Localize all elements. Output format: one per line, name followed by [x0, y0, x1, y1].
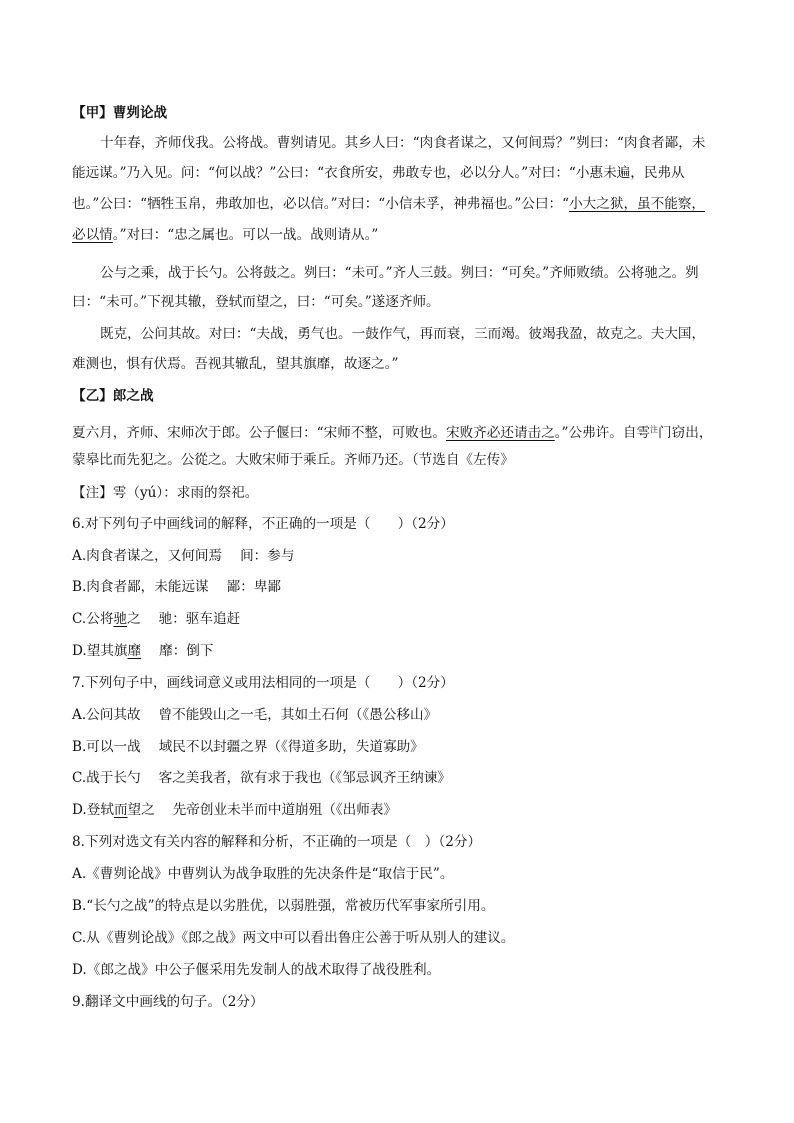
- option-text: A.肉食者谋之，又何间焉: [72, 548, 223, 564]
- passage-jia-heading: 【甲】曹刿论战: [72, 105, 168, 121]
- text-segment: 门窃出，: [658, 425, 713, 441]
- footnote: 【注】雩（yú）：求雨的祭祀。: [72, 485, 259, 501]
- passage-yi-line-1: [72, 420, 712, 443]
- question-7-option-d: [72, 800, 397, 820]
- text-segment: 。”对曰：“忠之属也。可以一战。战则请从。”: [112, 227, 379, 243]
- question-9-stem: 9.翻译文中画线的句子。（2分）: [72, 994, 264, 1010]
- option-explanation: 驰：驱车追赶: [158, 611, 241, 627]
- option-explanation: 间：参与: [240, 548, 295, 564]
- passage-jia-line-1: 十年春，齐师伐我。公将战。曹刿请见。其乡人曰：“肉食者谋之，又何间焉？”刿曰：“肉食者鄙，未: [100, 135, 706, 151]
- passage-jia-line-2: 能远谋。”乃入见。问：“何以战？”公曰：“衣食所安，弗敢专也，必以分人。”对曰：“小惠未遍，民弗从: [72, 165, 685, 181]
- passage-jia-line-4: [72, 225, 378, 245]
- option-text: C.公将: [72, 611, 114, 627]
- footnote-marker: 注: [650, 425, 659, 434]
- passage-jia-line-8: 难测也，惧有伏焉。吾视其辙乱，望其旗靡，故逐之。”: [72, 356, 399, 372]
- question-7-option-c: [72, 768, 451, 788]
- question-6-option-b: [72, 577, 281, 597]
- option-explanation: 先帝创业未半而中道崩殂（《出师表》: [172, 802, 398, 818]
- underlined-word: 靡: [127, 643, 142, 659]
- text-segment: 。”公弗许。自雩: [554, 425, 651, 441]
- passage-jia-line-5: 公与之乘，战于长勺。公将鼓之。刿曰：“未可。”齐人三鼓。刿曰：“可矣。”齐师败绩。公将驰之。刿: [100, 265, 699, 281]
- option-text: 望之: [127, 802, 155, 818]
- underlined-sentence: 小大之狱，虽不能察，: [569, 196, 706, 212]
- option-text: 之: [127, 611, 141, 627]
- question-8-option-a: A.《曹刿论战》中曹刿认为战争取胜的先决条件是“取信于民”。: [72, 866, 454, 882]
- passage-yi-heading: 【乙】郎之战: [72, 388, 154, 404]
- question-6-option-c: [72, 609, 240, 629]
- option-explanation: 靡：倒下: [159, 643, 214, 659]
- question-8-option-c: C.从《曹刿论战》《郎之战》两文中可以看出鲁庄公善于听从别人的建议。: [72, 930, 515, 946]
- passage-jia-line-3: [72, 194, 705, 214]
- text-segment: 也。”公曰：“牺牲玉帛，弗敢加也，必以信。”对曰：“小信未孚，神弗福也。”公曰：“: [72, 196, 570, 212]
- question-6-option-d: [72, 641, 214, 661]
- option-explanation: 鄙：卑鄙: [226, 579, 282, 595]
- underlined-sentence: 宋败齐必还请击之: [445, 425, 555, 441]
- option-text: C.战于长勺: [72, 770, 141, 786]
- question-8-option-d: D.《郎之战》中公子偃采用先发制人的战术取得了战役胜利。: [72, 962, 441, 978]
- underlined-word: 驰: [113, 611, 128, 627]
- passage-yi-line-2: 蒙皋比而先犯之。公從之。大败宋师于乘丘。齐师乃还。（节选自《左传》: [72, 452, 514, 468]
- question-8-option-b: B.“长勺之战”的特点是以劣胜优，以弱胜强，常被历代军事家所引用。: [72, 898, 495, 914]
- text-segment: 夏六月，齐师、宋师次于郎。公子偃曰：“宋师不整，可败也。: [72, 425, 446, 441]
- passage-jia-line-7: 既克，公问其故。对曰：“夫战，勇气也。一鼓作气，再而衰，三而竭。彼竭我盈，故克之。夫大国，: [100, 326, 706, 342]
- option-explanation: 域民不以封疆之界（《得道多助，失道寡助》: [158, 739, 424, 755]
- option-text: B.肉食者鄙，未能远谋: [72, 579, 209, 595]
- option-text: D.登轼: [72, 802, 114, 818]
- question-8-stem: 8.下列对选文有关内容的解释和分析，不正确的一项是（ ）（2分）: [72, 834, 482, 850]
- question-7-option-a: [72, 705, 437, 725]
- underlined-word: 而: [113, 802, 128, 818]
- question-6-option-a: [72, 546, 294, 566]
- option-text: A.公问其故: [72, 707, 141, 723]
- option-explanation: 客之美我者，欲有求于我也（《邹忌讽齐王纳谏》: [158, 770, 451, 786]
- option-text: B.可以一战: [72, 739, 141, 755]
- question-7-option-b: [72, 737, 424, 757]
- option-explanation: 曾不能毁山之一毛，其如土石何（《愚公移山》: [158, 707, 438, 723]
- underlined-sentence: 必以情: [72, 227, 113, 243]
- passage-jia-line-6: 曰：“未可。”下视其辙，登轼而望之，曰：“可矣。”遂逐齐师。: [72, 294, 440, 310]
- question-7-stem: 7.下列句子中，画线词意义或用法相同的一项是（ ）（2分）: [72, 675, 454, 691]
- option-text: D.望其旗: [72, 643, 128, 659]
- question-6-stem: 6.对下列句子中画线词的解释，不正确的一项是（ ）（2分）: [72, 516, 454, 532]
